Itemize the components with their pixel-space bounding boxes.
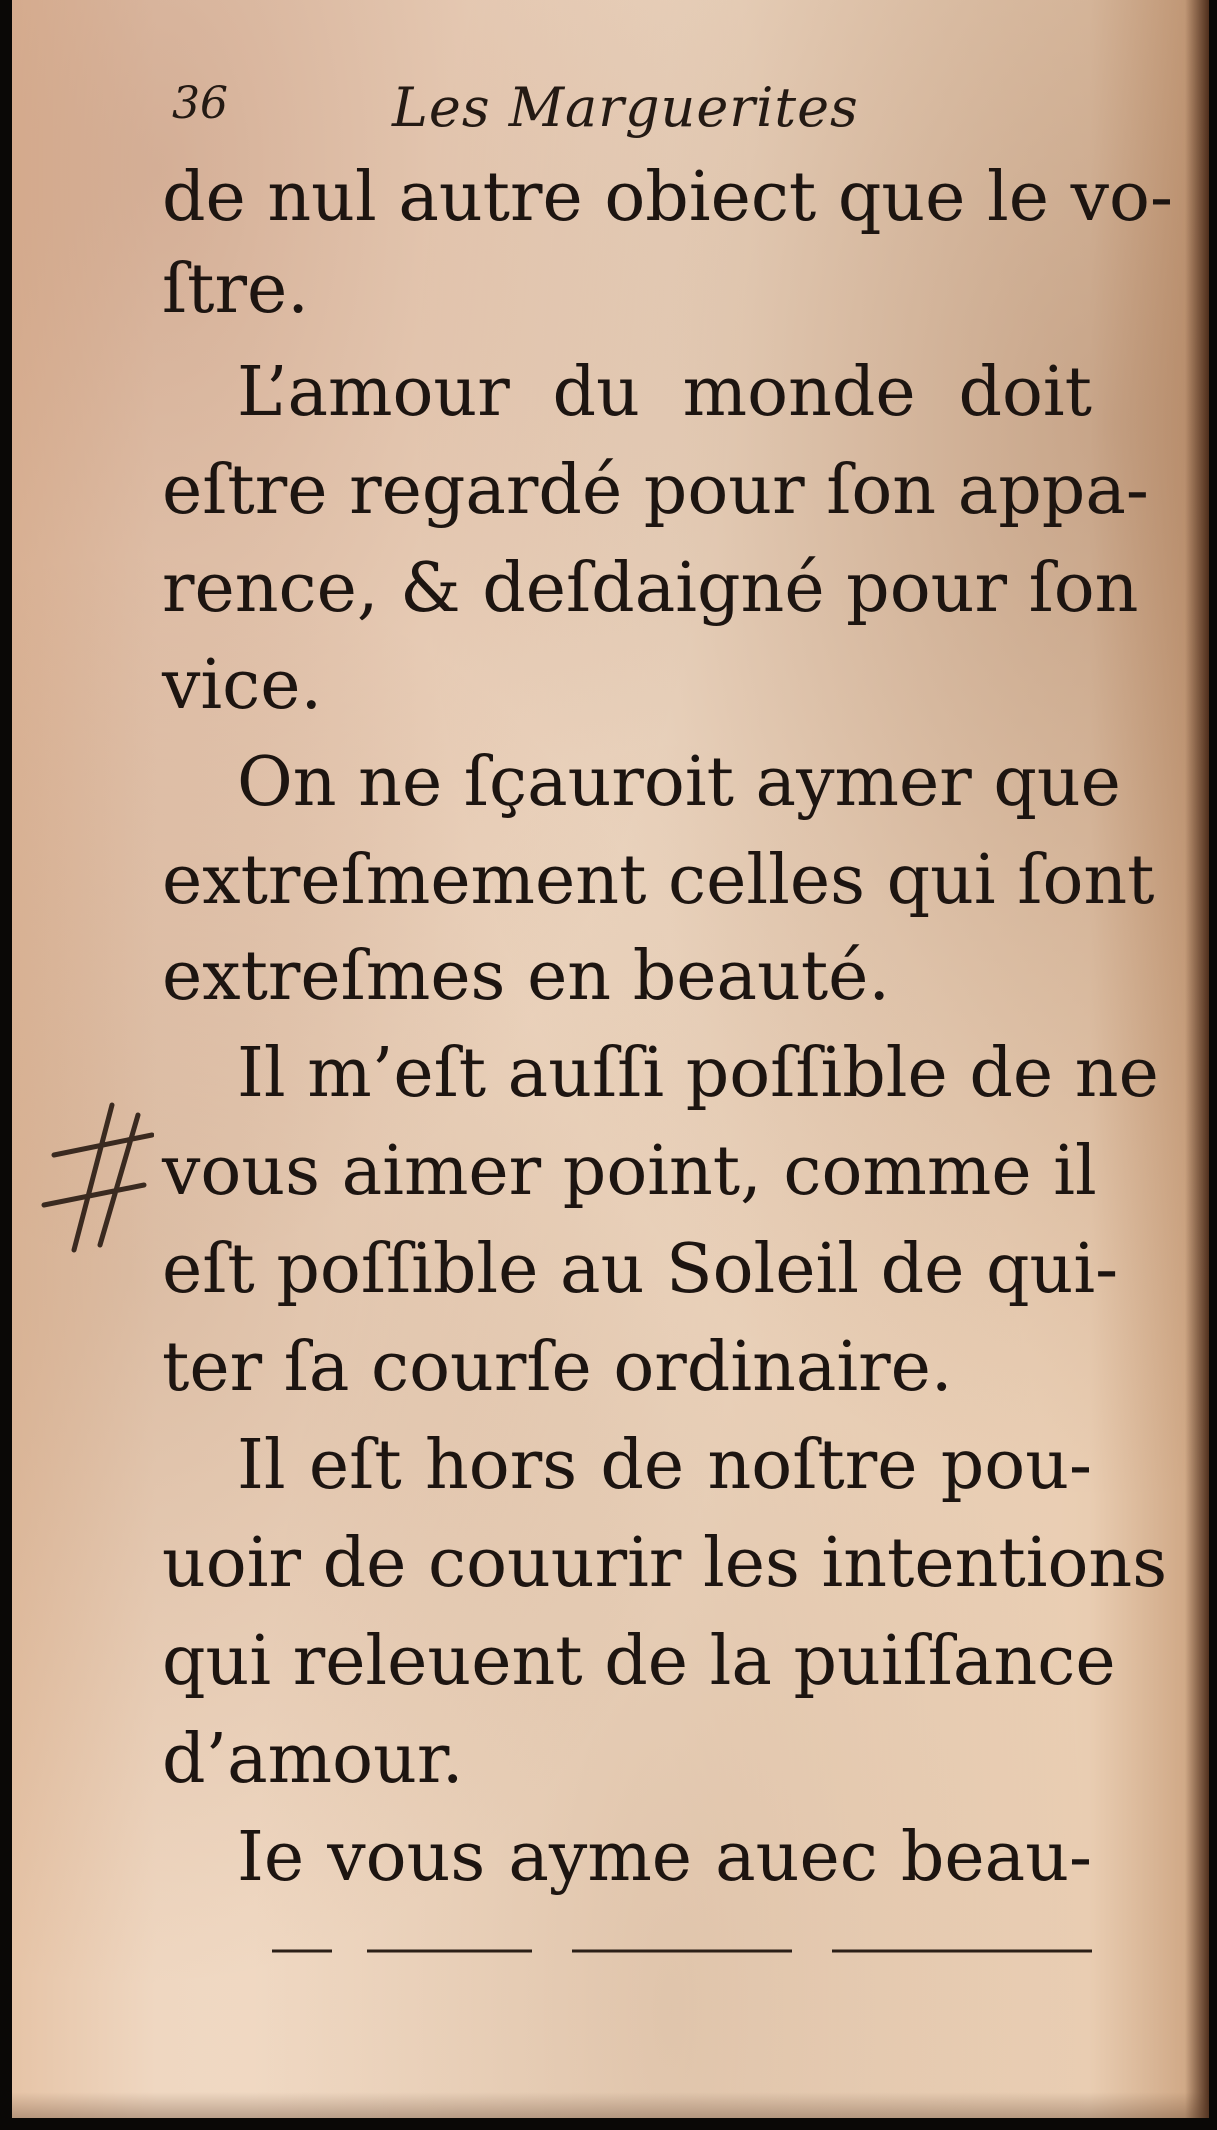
text-line: vous aimer point, comme il [162, 1132, 1097, 1211]
text-line: eſt poſſible au Soleil de qui- [162, 1230, 1119, 1309]
text-line: extreſmement celles qui ſont [162, 841, 1155, 920]
paragraph-start-line: L’amour du monde doit [237, 353, 1092, 432]
paragraph-start-line: Il m’eſt auſſi poſſible de ne [237, 1034, 1159, 1113]
text-block [12, 0, 1209, 2118]
text-line: uoir de couurir les intentions [162, 1524, 1168, 1603]
text-line: extreſmes en beauté. [162, 937, 891, 1016]
page-number: 36 [172, 78, 228, 129]
text-line: eſtre regardé pour ſon appa- [162, 451, 1149, 530]
text-line: qui releuent de la puiſſance [162, 1622, 1116, 1701]
running-title: Les Marguerites [392, 76, 859, 139]
text-line: de nul autre obiect que le vo- [162, 158, 1173, 237]
hash-mark-icon [34, 1095, 154, 1265]
book-page [12, 0, 1209, 2118]
paragraph-start-line: Ie vous ayme auec beau- [237, 1818, 1092, 1897]
paragraph-start-line: Il eſt hors de noſtre pou- [237, 1426, 1092, 1505]
text-line: rence, & deſdaigné pour ſon [162, 549, 1139, 628]
text-line: ter ſa courſe ordinaire. [162, 1328, 953, 1407]
paragraph-start-line: On ne ſçauroit aymer que [237, 743, 1121, 822]
text-line: ſtre. [162, 250, 309, 329]
underline-rule [272, 1940, 1092, 1948]
text-line: d’amour. [162, 1720, 464, 1799]
text-line: vice. [162, 646, 323, 725]
